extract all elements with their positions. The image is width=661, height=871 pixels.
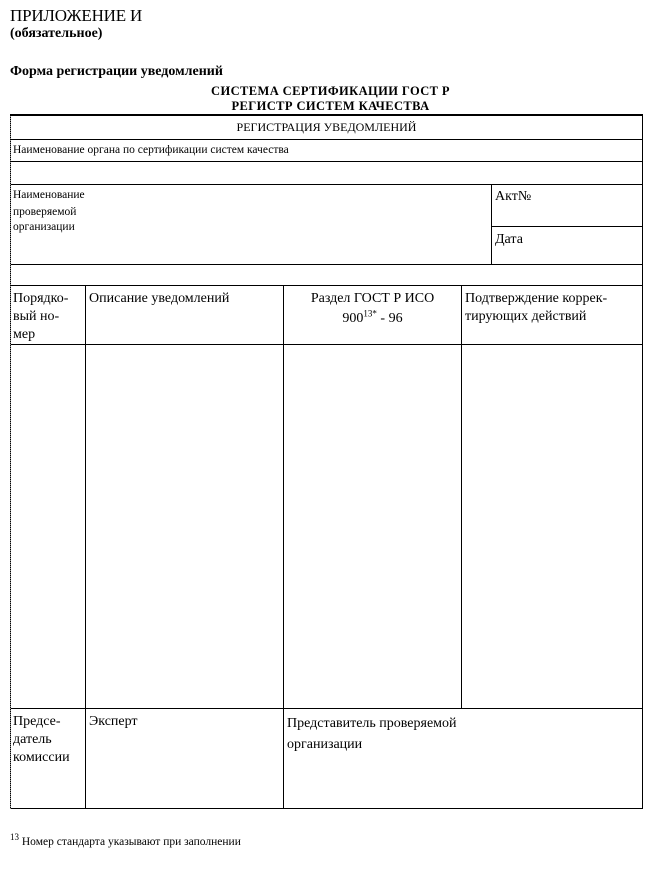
column-header-number-line1: Порядко- xyxy=(13,291,69,306)
org-label-line2: проверяемой xyxy=(13,206,77,218)
section-standard-number: 900 xyxy=(342,311,364,326)
footnote-text: Номер стандарта указывают при заполнении xyxy=(19,836,241,848)
register-name: РЕГИСТР СИСТЕМ КАЧЕСТВА xyxy=(231,99,430,113)
number-entry-cell[interactable] xyxy=(11,345,85,708)
footnote-mark: 13 xyxy=(10,832,19,843)
org-label-line3: организации xyxy=(13,221,75,233)
chair-signature-label xyxy=(13,713,70,767)
row-divider xyxy=(10,139,643,140)
footnote-reference: 13* xyxy=(363,308,377,319)
column-header-confirmation-line1: Подтверждение коррек- xyxy=(465,291,608,306)
table-bottom-border xyxy=(10,808,643,809)
column-header-section-line1: Раздел ГОСТ Р ИСО xyxy=(310,291,435,306)
blank-row xyxy=(11,265,642,285)
row-divider xyxy=(10,285,643,286)
section-standard-year: - 96 xyxy=(376,311,403,326)
column-header-number-line2: вый но- xyxy=(13,309,60,324)
chair-label-line1: Предсе- xyxy=(13,714,61,729)
cert-body-label: Наименование органа по сертификации систем качества xyxy=(13,144,289,156)
representative-signature-label xyxy=(287,713,457,755)
table-top-border xyxy=(10,114,643,116)
table-right-border xyxy=(642,114,643,809)
appendix-title: ПРИЛОЖЕНИЕ И xyxy=(10,6,143,25)
cert-body-field[interactable] xyxy=(11,162,642,184)
description-entry-cell[interactable] xyxy=(86,345,283,708)
section-entry-cell[interactable] xyxy=(284,345,461,708)
expert-signature-label: Эксперт xyxy=(89,714,138,729)
representative-label-line2: организации xyxy=(287,737,363,752)
column-header-section xyxy=(284,290,461,328)
date-label: Дата xyxy=(495,232,523,247)
representative-label-line1: Представитель проверяемой xyxy=(287,716,457,731)
date-field[interactable] xyxy=(492,227,642,264)
chair-label-line2: датель xyxy=(13,732,52,747)
column-header-description: Описание уведомлений xyxy=(89,291,230,306)
act-number-field[interactable] xyxy=(492,185,642,226)
table-title: РЕГИСТРАЦИЯ УВЕДОМЛЕНИЙ xyxy=(236,120,417,134)
form-title: Форма регистрации уведомлений xyxy=(10,64,223,79)
column-header-section-line2 xyxy=(284,310,461,328)
act-number-label: Акт№ xyxy=(495,189,532,204)
column-header-confirmation-line2: тирующих действий xyxy=(465,309,587,324)
row-divider xyxy=(10,708,643,709)
column-header-number xyxy=(13,290,68,344)
org-label-line1: Наименование xyxy=(13,189,85,201)
column-header-number-line3: мер xyxy=(13,327,36,342)
appendix-note: (обязательное) xyxy=(10,26,103,41)
confirmation-entry-cell[interactable] xyxy=(462,345,642,708)
footnote xyxy=(10,832,241,848)
column-header-confirmation xyxy=(465,290,607,326)
org-name-field[interactable] xyxy=(11,185,491,264)
chair-label-line3: комиссии xyxy=(13,750,70,765)
system-name: СИСТЕМА СЕРТИФИКАЦИИ ГОСТ Р xyxy=(211,84,450,98)
